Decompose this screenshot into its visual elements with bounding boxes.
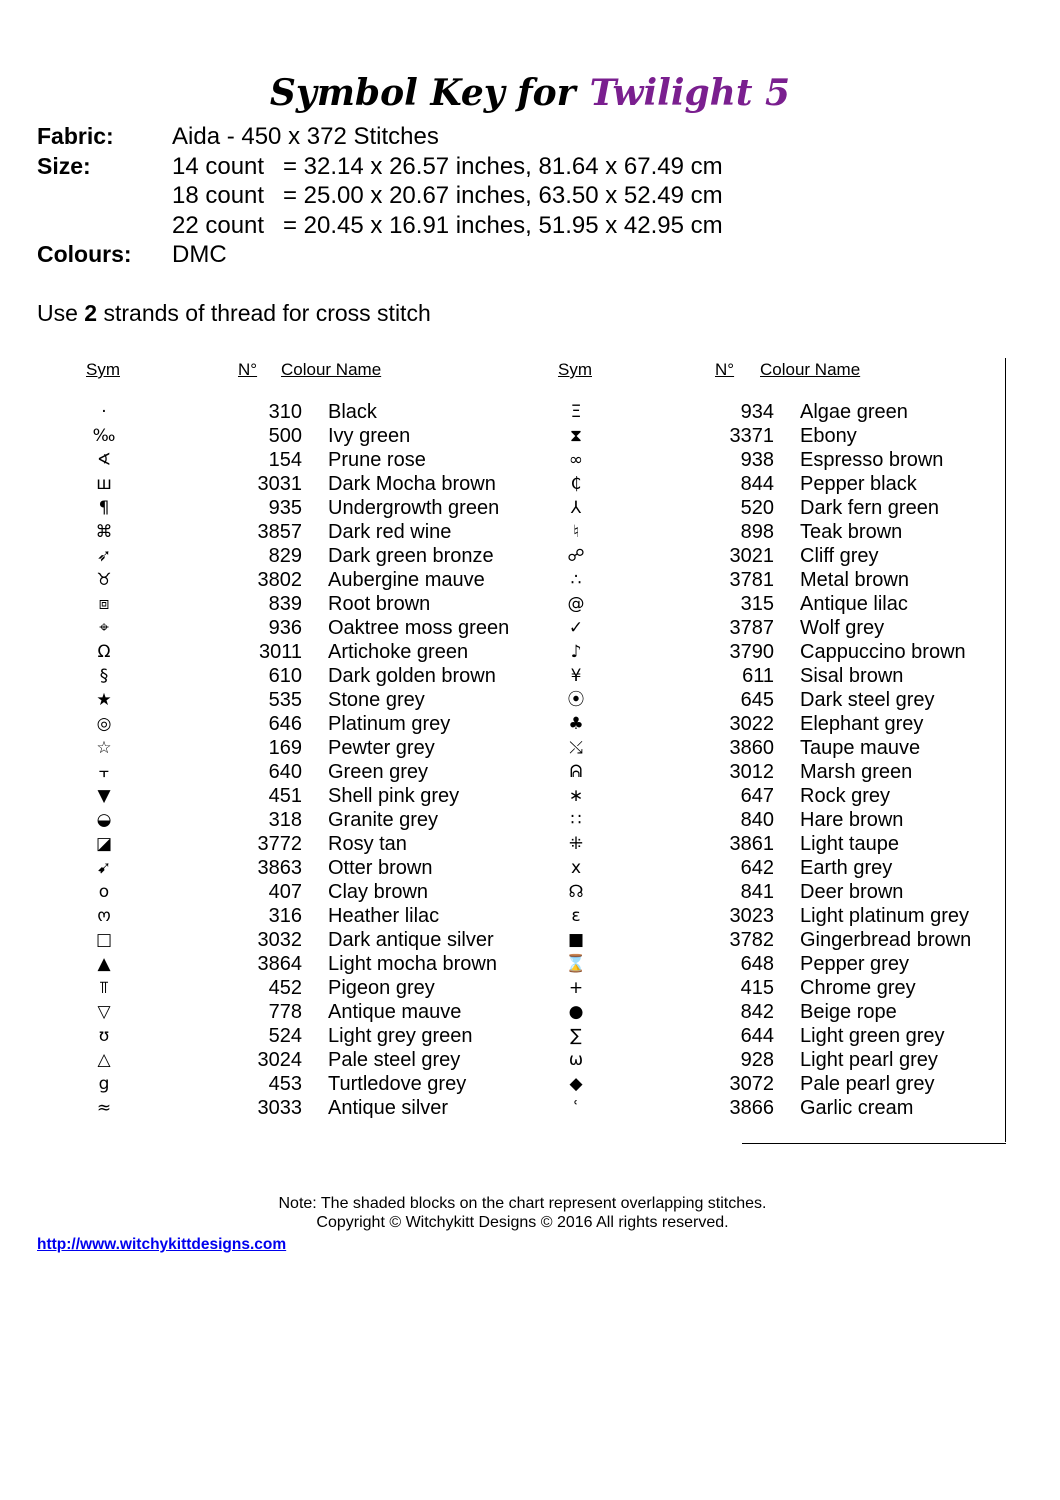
dmc-number: 3032	[257, 929, 302, 951]
table-row	[84, 928, 544, 952]
dmc-number: 407	[268, 881, 302, 903]
table-row	[84, 1072, 544, 1096]
colour-name: Dark steel grey	[800, 689, 935, 711]
table-row	[556, 976, 1016, 1000]
dmc-number: 938	[740, 449, 774, 471]
table-row	[556, 880, 1016, 904]
table-row	[84, 616, 544, 640]
table-row	[84, 568, 544, 592]
table-row	[556, 808, 1016, 832]
table-bottom-border	[742, 1143, 1006, 1144]
title-prefix: Symbol Key for	[269, 72, 576, 114]
symbol-glyph: ⧈	[98, 594, 110, 614]
colour-name: Marsh green	[800, 761, 913, 783]
dmc-number: 3782	[729, 929, 774, 951]
copyright: Copyright © Witchykitt Designs © 2016 All rights reserved.	[316, 1214, 729, 1231]
symbol-glyph: ∑	[570, 1026, 582, 1046]
table-row	[556, 1096, 1016, 1120]
colour-name: Cappuccino brown	[800, 641, 966, 663]
dmc-number: 453	[268, 1073, 302, 1095]
header-num: N°	[238, 360, 258, 379]
dmc-number: 842	[740, 1001, 774, 1023]
symbol-glyph: ◆	[569, 1074, 583, 1094]
dmc-number: 642	[740, 857, 774, 879]
colour-name: Dark red wine	[328, 521, 452, 543]
symbol-glyph: ʊ	[98, 1026, 110, 1046]
table-row	[556, 1048, 1016, 1072]
colour-name: Granite grey	[328, 809, 439, 831]
table-row	[84, 544, 544, 568]
table-row	[556, 592, 1016, 616]
symbol-glyph: g	[98, 1074, 110, 1094]
pattern-name: Twilight 5	[589, 72, 791, 114]
symbol-glyph: ☊	[568, 882, 584, 902]
table-row	[556, 1000, 1016, 1024]
table-row	[84, 424, 544, 448]
dmc-number: 3790	[729, 641, 774, 663]
table-row	[84, 1024, 544, 1048]
footer-note	[0, 1194, 1045, 1232]
symbol-glyph: ▽	[97, 1002, 111, 1022]
table-row	[556, 832, 1016, 856]
strands-suffix: strands of thread for cross stitch	[103, 300, 431, 326]
table-row	[84, 808, 544, 832]
dmc-number: 841	[740, 881, 774, 903]
header-colour-name: Colour Name	[760, 360, 861, 379]
colour-name: Undergrowth green	[328, 497, 500, 519]
table-row	[84, 736, 544, 760]
symbol-glyph: ■	[567, 930, 585, 950]
symbol-glyph: ¥	[570, 666, 582, 686]
dmc-number: 3802	[257, 569, 302, 591]
dmc-number: 3857	[257, 521, 302, 543]
dmc-number: 451	[268, 785, 302, 807]
symbol-glyph: ·	[101, 402, 107, 422]
colour-name: Light taupe	[800, 833, 899, 855]
dmc-number: 778	[268, 1001, 302, 1023]
colour-name: Black	[328, 401, 377, 423]
dmc-number: 928	[740, 1049, 774, 1071]
colour-name: Rock grey	[800, 785, 891, 807]
fabric-label: Fabric:	[37, 123, 114, 149]
symbol-glyph: ∗	[568, 786, 584, 806]
table-row	[84, 496, 544, 520]
symbol-glyph: Ξ	[570, 402, 582, 422]
symbol-glyph: ♮	[572, 522, 580, 542]
size-count: 18 count	[172, 182, 265, 209]
strands-instruction	[37, 300, 431, 327]
fabric-value: Aida - 450 x 372 Stitches	[172, 123, 439, 150]
symbol-glyph: ➶	[96, 546, 112, 566]
symbol-glyph: ♣	[568, 714, 584, 734]
colour-name: Taupe mauve	[800, 737, 921, 759]
table-row	[84, 1000, 544, 1024]
dmc-number: 318	[268, 809, 302, 831]
table-row	[556, 544, 1016, 568]
colour-name: Pepper grey	[800, 953, 909, 975]
colour-name: Oaktree moss green	[328, 617, 510, 639]
table-row	[556, 952, 1016, 976]
table-row	[556, 616, 1016, 640]
colour-name: Dark Mocha brown	[328, 473, 496, 495]
dmc-number: 935	[268, 497, 302, 519]
colour-name: Light pearl grey	[800, 1049, 938, 1071]
dmc-number: 415	[740, 977, 774, 999]
colours-value: DMC	[172, 241, 227, 268]
header-sym: Sym	[86, 360, 120, 379]
colour-name: Elephant grey	[800, 713, 924, 735]
table-row	[84, 448, 544, 472]
table-row	[556, 856, 1016, 880]
table-row	[84, 904, 544, 928]
header-sym: Sym	[558, 360, 592, 379]
symbol-glyph: ✓	[568, 618, 584, 638]
symbol-glyph: ●	[568, 1002, 584, 1022]
symbol-glyph: ▼	[97, 786, 111, 806]
table-row	[84, 880, 544, 904]
symbol-glyph: ➹	[96, 858, 112, 878]
symbol-glyph: □	[95, 930, 113, 950]
table-row	[84, 688, 544, 712]
size-dimensions: = 25.00 x 20.67 inches, 63.50 x 52.49 cm	[283, 182, 723, 209]
colour-name: Pepper black	[800, 473, 917, 495]
colour-name: Antique silver	[328, 1097, 449, 1119]
table-row	[84, 640, 544, 664]
dmc-number: 839	[268, 593, 302, 615]
colour-name: Pale pearl grey	[800, 1073, 935, 1095]
symbol-glyph: ⁜	[568, 834, 584, 854]
table-row	[556, 448, 1016, 472]
dmc-number: 840	[740, 809, 774, 831]
symbol-glyph: ო	[97, 906, 111, 926]
dmc-number: 315	[740, 593, 774, 615]
symbol-glyph: ∞	[568, 450, 584, 470]
header-colour-name: Colour Name	[281, 360, 382, 379]
symbol-glyph: ᕱ	[569, 762, 583, 782]
size-dimensions: = 32.14 x 26.57 inches, 81.64 x 67.49 cm	[283, 152, 723, 180]
colour-name: Clay brown	[328, 881, 429, 903]
table-row	[84, 760, 544, 784]
size-label: Size:	[37, 152, 91, 179]
symbol-glyph: ⌘	[95, 522, 113, 542]
dmc-number: 648	[740, 953, 774, 975]
colour-name: Algae green	[800, 401, 908, 423]
dmc-number: 3072	[729, 1073, 774, 1095]
dmc-number: 644	[740, 1025, 774, 1047]
colour-name: Pewter grey	[328, 737, 435, 759]
colour-name: Antique mauve	[328, 1001, 462, 1023]
table-row	[84, 472, 544, 496]
dmc-number: 535	[268, 689, 302, 711]
colour-name: Artichoke green	[328, 641, 469, 663]
dmc-number: 3033	[257, 1097, 302, 1119]
symbol-glyph: ≈	[96, 1098, 112, 1118]
size-dimensions: = 20.45 x 16.91 inches, 51.95 x 42.95 cm	[283, 211, 723, 239]
table-row	[556, 688, 1016, 712]
colour-name: Light mocha brown	[328, 953, 497, 975]
dmc-number: 3864	[257, 953, 302, 975]
colour-name: Antique lilac	[800, 593, 908, 615]
dmc-number: 844	[740, 473, 774, 495]
dmc-number: 3371	[729, 425, 774, 447]
dmc-number: 3012	[729, 761, 774, 783]
symbol-glyph: ⦿	[567, 690, 585, 710]
dmc-number: 3866	[729, 1097, 774, 1119]
table-row	[556, 568, 1016, 592]
dmc-number: 520	[740, 497, 774, 519]
dmc-number: 3861	[729, 833, 774, 855]
symbol-glyph: ♉	[96, 570, 112, 590]
symbol-glyph: §	[99, 666, 109, 686]
strands-prefix: Use	[37, 300, 78, 326]
symbol-glyph: ₵	[570, 474, 582, 494]
dmc-number: 3023	[729, 905, 774, 927]
colour-name: Platinum grey	[328, 713, 451, 735]
symbol-glyph: Ω	[97, 642, 111, 662]
symbol-glyph: ш	[96, 474, 112, 494]
symbol-glyph: ʿ	[573, 1098, 579, 1118]
colour-name: Chrome grey	[800, 977, 916, 999]
symbol-glyph: ε	[571, 906, 581, 926]
dmc-number: 3781	[729, 569, 774, 591]
table-row	[556, 472, 1016, 496]
symbol-table-left	[84, 400, 544, 1120]
table-row	[556, 1024, 1016, 1048]
table-row	[556, 736, 1016, 760]
table-row	[556, 1072, 1016, 1096]
dmc-number: 154	[268, 449, 302, 471]
dmc-number: 500	[268, 425, 302, 447]
symbol-glyph: ⌖	[99, 618, 109, 638]
colour-name: Light grey green	[328, 1025, 473, 1047]
dmc-number: 611	[742, 665, 774, 687]
dmc-number: 936	[268, 617, 302, 639]
table-row	[556, 424, 1016, 448]
colour-name: Ivy green	[328, 425, 411, 447]
colour-name: Deer brown	[800, 881, 904, 903]
dmc-number: 3022	[729, 713, 774, 735]
table-row	[84, 664, 544, 688]
table-row	[84, 952, 544, 976]
table-row	[556, 496, 1016, 520]
dmc-number: 3787	[729, 617, 774, 639]
colour-name: Beige rope	[800, 1001, 897, 1023]
colour-name: Aubergine mauve	[328, 569, 485, 591]
dmc-number: 452	[268, 977, 302, 999]
colour-name: Prune rose	[328, 449, 426, 471]
header-num: N°	[715, 360, 735, 379]
table-row	[556, 712, 1016, 736]
symbol-glyph: ⌛	[565, 954, 587, 974]
colour-name: Metal brown	[800, 569, 909, 591]
dmc-number: 640	[268, 761, 302, 783]
colour-name: Light green grey	[800, 1025, 945, 1047]
colour-name: Hare brown	[800, 809, 904, 831]
dmc-number: 169	[268, 737, 302, 759]
symbol-glyph: ◎	[96, 714, 112, 734]
dmc-number: 524	[268, 1025, 302, 1047]
size-count: 14 count	[172, 152, 265, 180]
dmc-number: 934	[740, 401, 774, 423]
symbol-glyph: ∴	[570, 570, 582, 590]
colour-name: Dark golden brown	[328, 665, 496, 687]
table-row	[84, 832, 544, 856]
dmc-number: 647	[740, 785, 774, 807]
dmc-number: 645	[740, 689, 774, 711]
dmc-number: 3021	[729, 545, 774, 567]
table-row	[84, 592, 544, 616]
table-row	[556, 784, 1016, 808]
colour-name: Wolf grey	[800, 617, 885, 639]
dmc-number: 3031	[257, 473, 302, 495]
symbol-table-right	[556, 400, 1016, 1120]
colour-name: Heather lilac	[328, 905, 440, 927]
colour-name: Espresso brown	[800, 449, 944, 471]
symbol-glyph: ☍	[567, 546, 585, 566]
table-row	[84, 976, 544, 1000]
dmc-number: 898	[740, 521, 774, 543]
table-right-border	[1005, 358, 1006, 1142]
dmc-number: 3860	[729, 737, 774, 759]
colour-name: Ebony	[800, 425, 857, 447]
symbol-glyph: ∷	[570, 810, 582, 830]
colour-name: Gingerbread brown	[800, 929, 972, 951]
dmc-number: 3863	[257, 857, 302, 879]
symbol-glyph: ¶	[98, 498, 110, 518]
colour-name: Teak brown	[800, 521, 903, 543]
symbol-glyph: x	[570, 858, 582, 878]
colours-label: Colours:	[37, 241, 132, 267]
dmc-number: 316	[268, 905, 302, 927]
colour-name: Dark antique silver	[328, 929, 494, 951]
table-row	[556, 760, 1016, 784]
table-row	[84, 400, 544, 424]
dmc-number: 3011	[258, 641, 302, 663]
colour-name: Dark fern green	[800, 497, 939, 519]
symbol-glyph: +	[568, 978, 584, 998]
symbol-glyph: ★	[96, 690, 112, 710]
symbol-glyph: ⤯	[569, 738, 583, 758]
table-row	[84, 784, 544, 808]
colour-name: Dark green bronze	[328, 545, 494, 567]
strands-count: 2	[84, 300, 98, 326]
dmc-number: 3772	[257, 833, 302, 855]
colour-name: Rosy tan	[328, 833, 407, 855]
symbol-glyph: ♪	[570, 642, 582, 662]
symbol-glyph: △	[97, 1050, 111, 1070]
colour-name: Pigeon grey	[328, 977, 435, 999]
colour-name: Sisal brown	[800, 665, 904, 687]
symbol-glyph: ▲	[97, 954, 111, 974]
dmc-number: 310	[268, 401, 302, 423]
colour-name: Stone grey	[328, 689, 425, 711]
colour-name: Shell pink grey	[328, 785, 460, 807]
table-row	[84, 712, 544, 736]
colour-name: Cliff grey	[800, 545, 879, 567]
table-row	[556, 520, 1016, 544]
dmc-number: 610	[268, 665, 302, 687]
dmc-number: 646	[268, 713, 302, 735]
dmc-number: 3024	[257, 1049, 302, 1071]
dmc-number: 829	[268, 545, 302, 567]
table-row	[556, 640, 1016, 664]
symbol-glyph: ⫟	[98, 762, 110, 782]
colour-name: Root brown	[328, 593, 431, 615]
colour-name: Green grey	[328, 761, 429, 783]
table-row	[84, 1048, 544, 1072]
table-row	[84, 856, 544, 880]
symbol-glyph: o	[98, 882, 110, 902]
website-link[interactable]: http://www.witchykittdesigns.com	[37, 1236, 287, 1253]
table-row	[556, 904, 1016, 928]
symbol-glyph: ◒	[96, 810, 112, 830]
symbol-glyph: ☆	[96, 738, 112, 758]
table-row	[84, 520, 544, 544]
colour-name: Garlic cream	[800, 1097, 914, 1119]
table-row	[556, 928, 1016, 952]
table-row	[84, 1096, 544, 1120]
table-row	[556, 400, 1016, 424]
symbol-glyph: ⫪	[99, 978, 109, 998]
symbol-glyph: ⧗	[570, 426, 582, 446]
page-title	[0, 72, 1060, 114]
symbol-glyph: @	[567, 594, 585, 614]
table-row	[556, 664, 1016, 688]
overlap-note: Note: The shaded blocks on the chart represent overlapping stitches.	[278, 1195, 767, 1212]
symbol-glyph: ‰	[92, 426, 116, 446]
symbol-glyph: ◪	[95, 834, 113, 854]
colour-name: Turtledove grey	[328, 1073, 467, 1095]
symbol-glyph: ∢	[96, 450, 112, 470]
symbol-glyph: ⅄	[570, 498, 582, 518]
colour-name: Earth grey	[800, 857, 893, 879]
colour-name: Light platinum grey	[800, 905, 969, 927]
colour-name: Otter brown	[328, 857, 433, 879]
colour-name: Pale steel grey	[328, 1049, 461, 1071]
symbol-glyph: ω	[568, 1050, 584, 1070]
size-count: 22 count	[172, 211, 265, 239]
